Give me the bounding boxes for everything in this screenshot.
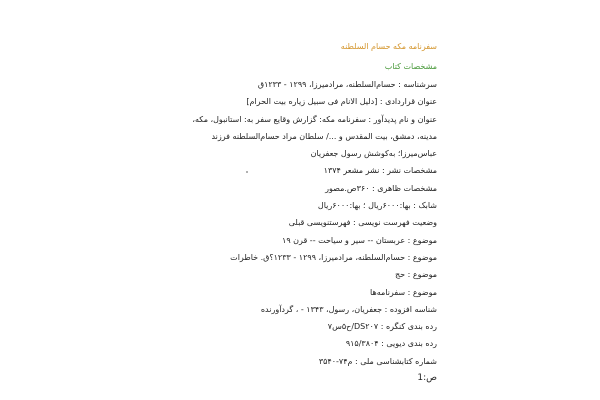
catalog-lines xyxy=(97,76,437,387)
catalog-line-dewey-class: رده بندی دیویی : ۹۱۵/۳۸۰۴ xyxy=(345,339,437,349)
catalog-line-uniform-title: عنوان قراردادی : [دلیل الانام فی سبیل زیاره بیت الحرام] xyxy=(246,97,437,107)
catalog-line-added-entry: شناسه افزوده : جعفریان، رسول، ۱۳۴۳ - ، گردآورنده xyxy=(260,304,437,314)
catalog-line-subject: موضوع : حج xyxy=(394,270,437,280)
catalog-line-title: عنوان و نام پدیدآور : سفرنامه مکه: گزارش وقایع سفر به: استانبول، مکه، xyxy=(192,114,437,124)
catalog-line-physical: مشخصات ظاهری : ۳۶۰ص.مصور xyxy=(325,183,437,193)
catalog-line-subject: موضوع : سفرنامه‌ها xyxy=(370,287,437,297)
catalog-line-national-id: شماره کتابشناسی ملی : م۷۴-۳۵۴۰ xyxy=(318,356,437,366)
book-title: سفرنامه مکه حسام السلطنه xyxy=(340,42,437,51)
catalog-line-publication: مشخصات نشر : نشر مشعر ۱۳۷۴ xyxy=(323,166,437,176)
catalog-line-status: وضعیت فهرست نویسی : فهرستنویسی قبلی xyxy=(288,218,437,228)
catalog-line-author: سرشناسه : حسام‌السلطنه، مرادمیرزا، ۱۲۹۹ - ۱۲۳۳ق xyxy=(257,80,437,89)
stray-dot xyxy=(246,171,248,173)
catalog-line-title-cont: مدینه، دمشق، بیت المقدس و .../ سلطان مراد حسام‌السلطنه فرزند xyxy=(211,131,437,141)
catalog-line-lc-class: رده بندی کنگره : DS۲۰۷/ح۵س۷ xyxy=(327,322,437,332)
catalog-line-subject: موضوع : عربستان -- سیر و سیاحت -- قرن ۱۹ xyxy=(282,235,437,245)
catalog-line-isbn: شابک : بها:۶۰۰۰ریال ؛ بها:۶۰۰۰ریال xyxy=(317,201,437,211)
page-number: ص:1 xyxy=(417,373,437,384)
catalog-line-title-cont: عباس‌میرزا؛ به‌کوشش رسول جعفریان xyxy=(310,149,437,159)
section-heading: مشخصات کتاب xyxy=(384,62,437,71)
book-record xyxy=(97,40,437,387)
catalog-line-subject: موضوع : حسام‌السلطنه، مرادمیرزا، ۱۲۹۹ - ۱۲۳۳؟ق. خاطرات xyxy=(230,252,437,262)
